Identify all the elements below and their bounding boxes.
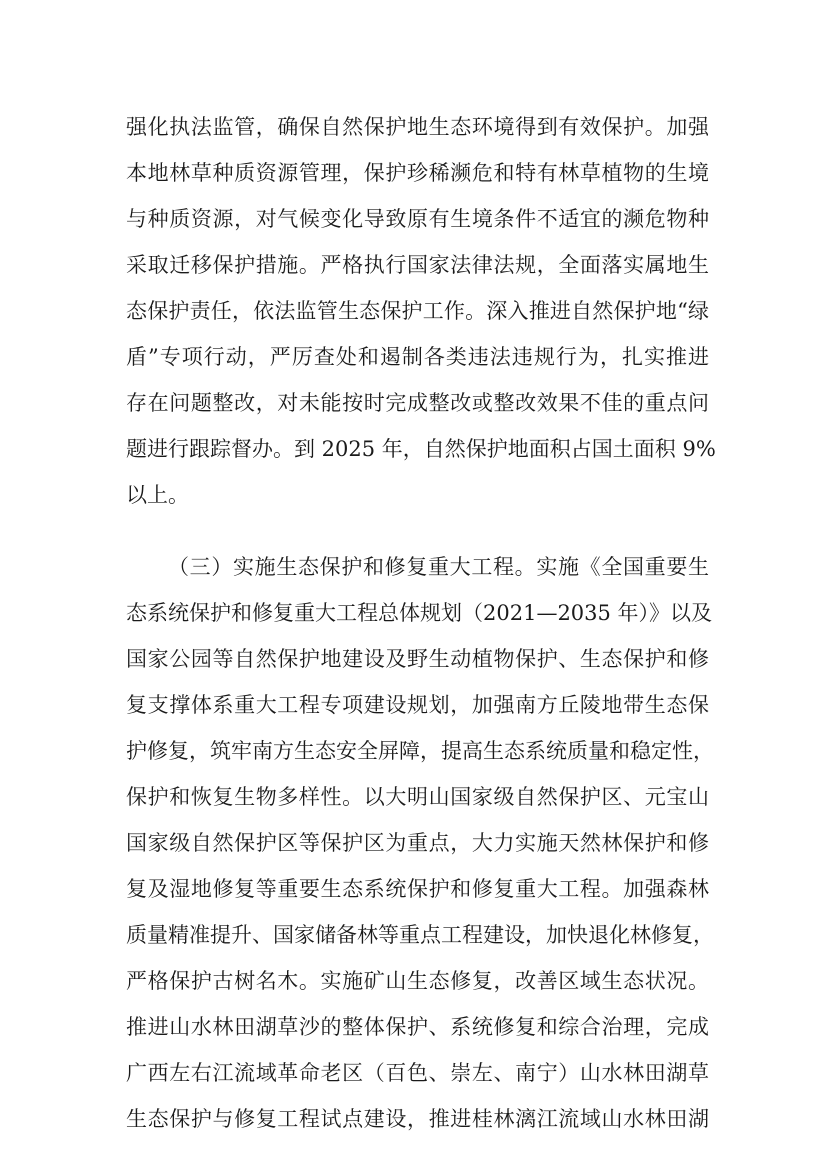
paragraph-2-line-5: 护修复，筑牢南方生态安全屏障，提高生态系统质量和稳定性， <box>126 739 714 763</box>
paragraph-1-line-2: 本地林草种质资源管理，保护珍稀濒危和特有林草植物的生境 <box>126 161 709 185</box>
paragraph-1-line-8: 题进行跟踪督办。到 2025 年，自然保护地面积占国土面积 9% <box>126 437 716 461</box>
paragraph-2-line-9: 质量精准提升、国家储备林等重点工程建设，加快退化林修复， <box>126 923 714 947</box>
paragraph-2-line-13: 生态保护与修复工程试点建设，推进桂林漓江流域山水林田湖 <box>126 1107 709 1131</box>
paragraph-2-line-4: 复支撑体系重大工程专项建设规划，加强南方丘陵地带生态保 <box>126 693 709 717</box>
paragraph-2-line-6: 保护和恢复生物多样性。以大明山国家级自然保护区、元宝山 <box>126 785 709 809</box>
paragraph-1-line-7: 存在问题整改，对未能按时完成整改或整改效果不佳的重点问 <box>126 391 709 415</box>
paragraph-1-line-6: 盾”专项行动，严厉查处和遏制各类违法违规行为，扎实推进 <box>126 345 709 369</box>
paragraph-2-line-12: 广西左右江流域革命老区（百色、崇左、南宁）山水林田湖草 <box>126 1061 709 1085</box>
paragraph-2-line-7: 国家级自然保护区等保护区为重点，大力实施天然林保护和修 <box>126 831 709 855</box>
paragraph-1-line-9: 以上。 <box>126 483 189 507</box>
paragraph-1-line-1: 强化执法监管，确保自然保护地生态环境得到有效保护。加强 <box>126 115 709 139</box>
paragraph-2-line-3: 国家公园等自然保护地建设及野生动植物保护、生态保护和修 <box>126 647 709 671</box>
paragraph-1-line-4: 采取迁移保护措施。严格执行国家法律法规，全面落实属地生 <box>126 253 709 277</box>
paragraph-2-line-8: 复及湿地修复等重要生态系统保护和修复重大工程。加强森林 <box>126 877 709 901</box>
paragraph-2-line-10: 严格保护古树名木。实施矿山生态修复，改善区域生态状况。 <box>126 969 709 993</box>
paragraph-2-line-11: 推进山水林田湖草沙的整体保护、系统修复和综合治理，完成 <box>126 1015 709 1039</box>
paragraph-2-line-2: 态系统保护和修复重大工程总体规划（2021—2035 年）》以及 <box>126 601 713 625</box>
paragraph-1-line-3: 与种质资源，对气候变化导致原有生境条件不适宜的濒危物种 <box>126 207 709 231</box>
paragraph-1-line-5: 态保护责任，依法监管生态保护工作。深入推进自然保护地“绿 <box>126 299 709 323</box>
paragraph-2-line-1: （三）实施生态保护和修复重大工程。实施《全国重要生 <box>168 555 709 579</box>
